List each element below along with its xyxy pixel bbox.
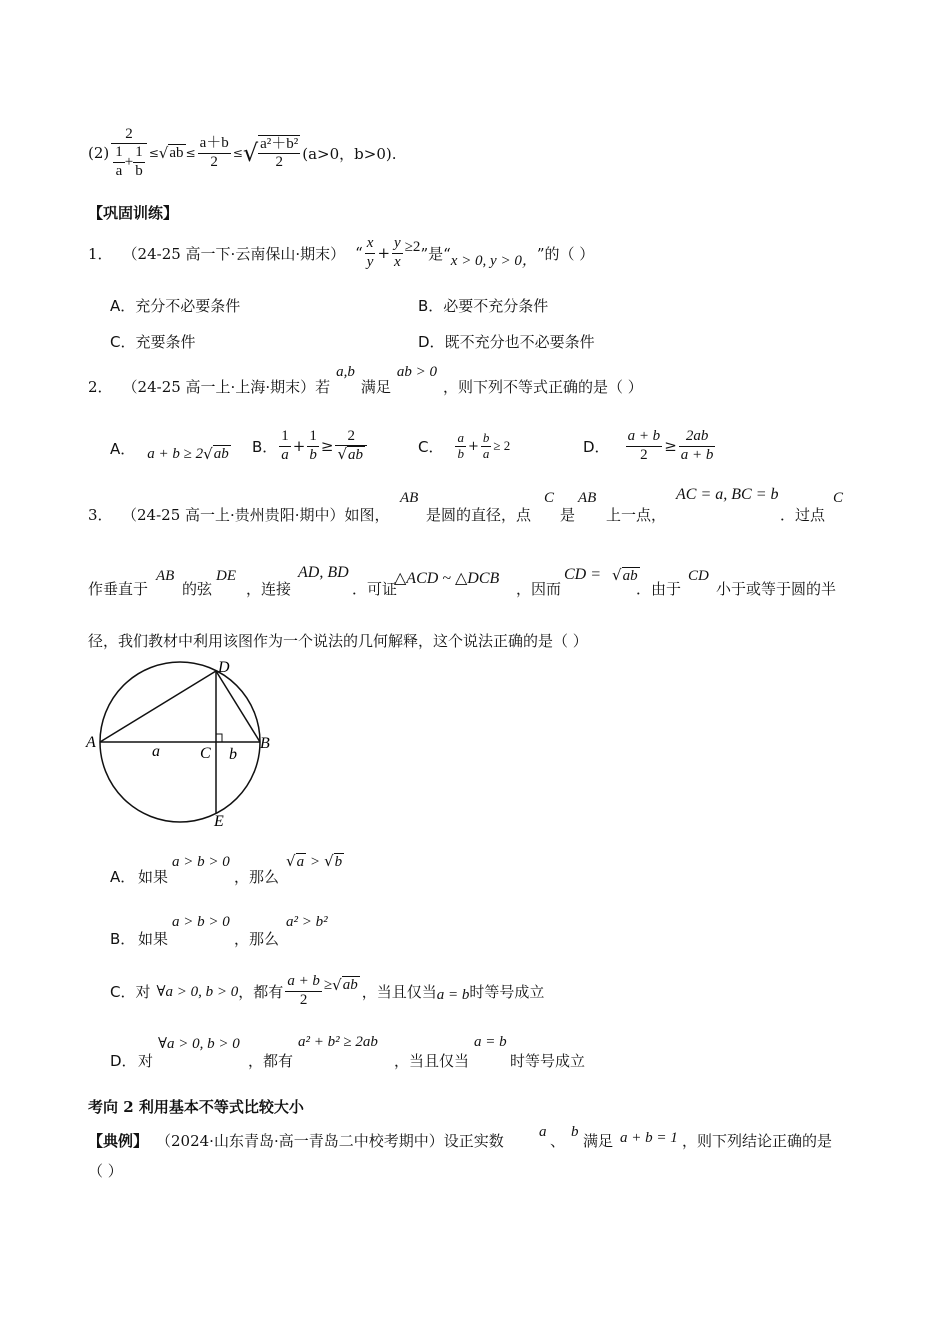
segment-ad <box>100 671 216 742</box>
q1-option-d[interactable]: D．既不充分也不必要条件 <box>418 333 595 351</box>
label-b-length: b <box>229 746 237 763</box>
question-number: 2． <box>88 377 113 396</box>
right-angle-mark <box>216 734 222 742</box>
question-number: 3． <box>88 506 113 524</box>
sqrt-icon: √ <box>337 445 348 464</box>
example: 【典例】 （2024·山东青岛·高一青岛二中校考期中）设正实数 a 、 b 满足 a + b = 1 ，则下列结论正确的是 <box>88 1124 833 1150</box>
q1-option-a[interactable]: A．充分不必要条件 <box>110 297 241 315</box>
formula-label: (2) <box>88 144 110 162</box>
question-number: 1． <box>88 244 113 263</box>
sqrt-icon: √ <box>286 852 296 870</box>
label-a-length: a <box>152 743 160 760</box>
sqrt-icon: √ <box>324 852 334 870</box>
harmonic-mean: 2 $\frac{1}{a}$ + $\frac{1}{b}$ <box>111 126 146 180</box>
section-practice-title: 【巩固训练】 <box>88 204 179 222</box>
sqrt-icon: √ <box>332 976 342 994</box>
question-2: 2． （24-25 高一上·上海·期末）若 a,b 满足 ab > 0 ，则下列不等式正确的是（ ） <box>88 363 643 396</box>
q2-option-b[interactable]: B． $\frac{1}{a}$ + $\frac{1}{b}$ ≥ $\frac{2}{√ab}$ <box>252 424 369 468</box>
section-2-title: 考向 2 利用基本不等式比较大小 <box>88 1098 304 1116</box>
formula-2: (2) 2 $\frac{1}{a}$ + $\frac{1}{b}$ ≤ √ ab ≤ $\frac{a+b}{2}$ ≤ √ $\frac{\text{a²＋b²}}{2}$ (a>0，b>0). <box>88 126 397 179</box>
sqrt-icon: √ <box>612 566 622 584</box>
q3-option-c[interactable]: C． 对 ∀a > 0, b > 0 ，都有 $\frac{a + b}{2}$ ≥ √ ab ，当且仅当 a = b 时等号成立 <box>110 973 545 1008</box>
question-3-line-3: 径，我们教材中利用该图作为一个说法的几何解释，这个说法正确的是（ ） <box>88 632 588 650</box>
question-3: 3． （24-25 高一上·贵州贵阳·期中）如图， AB 是圆的直径，点 C 是 AB 上一点， AC = a, BC = b ．过点 C <box>88 486 844 524</box>
label-c-point: C <box>200 745 211 762</box>
sqrt-icon: √ <box>158 144 169 162</box>
q1-option-b[interactable]: B．必要不充分条件 <box>418 297 549 315</box>
label-b-point: B <box>260 735 270 752</box>
segment-bd <box>216 671 260 742</box>
question-1: 1． （24-25 高一下·云南保山·期末） “ $\frac{x}{y}$ + $\frac{y}{x}$ ≥2 ”是“ x > 0, y > 0， ”的（ ） <box>88 235 595 270</box>
q1-option-c[interactable]: C．充要条件 <box>110 333 196 351</box>
sqrt-icon: √ <box>203 445 213 463</box>
q2-option-a[interactable]: A． a + b ≥ 2 √ ab <box>110 439 229 463</box>
q2-option-d[interactable]: D． $\frac{a + b}{2}$ ≥ $\frac{2ab}{a + b}$ <box>583 428 714 463</box>
label-d-point: D <box>218 659 230 676</box>
arithmetic-mean: $\frac{a+b}{2}$ <box>199 135 229 170</box>
quadratic-mean: $\frac{\text{a²＋b²}}{2}$ <box>260 135 299 170</box>
label-a-point: A <box>86 734 96 751</box>
sqrt-icon: √ <box>242 139 259 167</box>
label-e-point: E <box>214 813 224 830</box>
circle-figure <box>84 652 284 832</box>
question-3-line-2: 作垂直于 AB 的弦 DE ，连接 AD, BD ．可证 △ACD ~ △DCB ，因而 CD = √ab ．由于 CD 小于或等于圆的半 <box>88 564 837 598</box>
example-line-2: （ ） <box>88 1162 123 1180</box>
q2-option-c[interactable]: C． $\frac{a}{b}$ + $\frac{b}{a}$ ≥ 2 <box>418 429 511 461</box>
